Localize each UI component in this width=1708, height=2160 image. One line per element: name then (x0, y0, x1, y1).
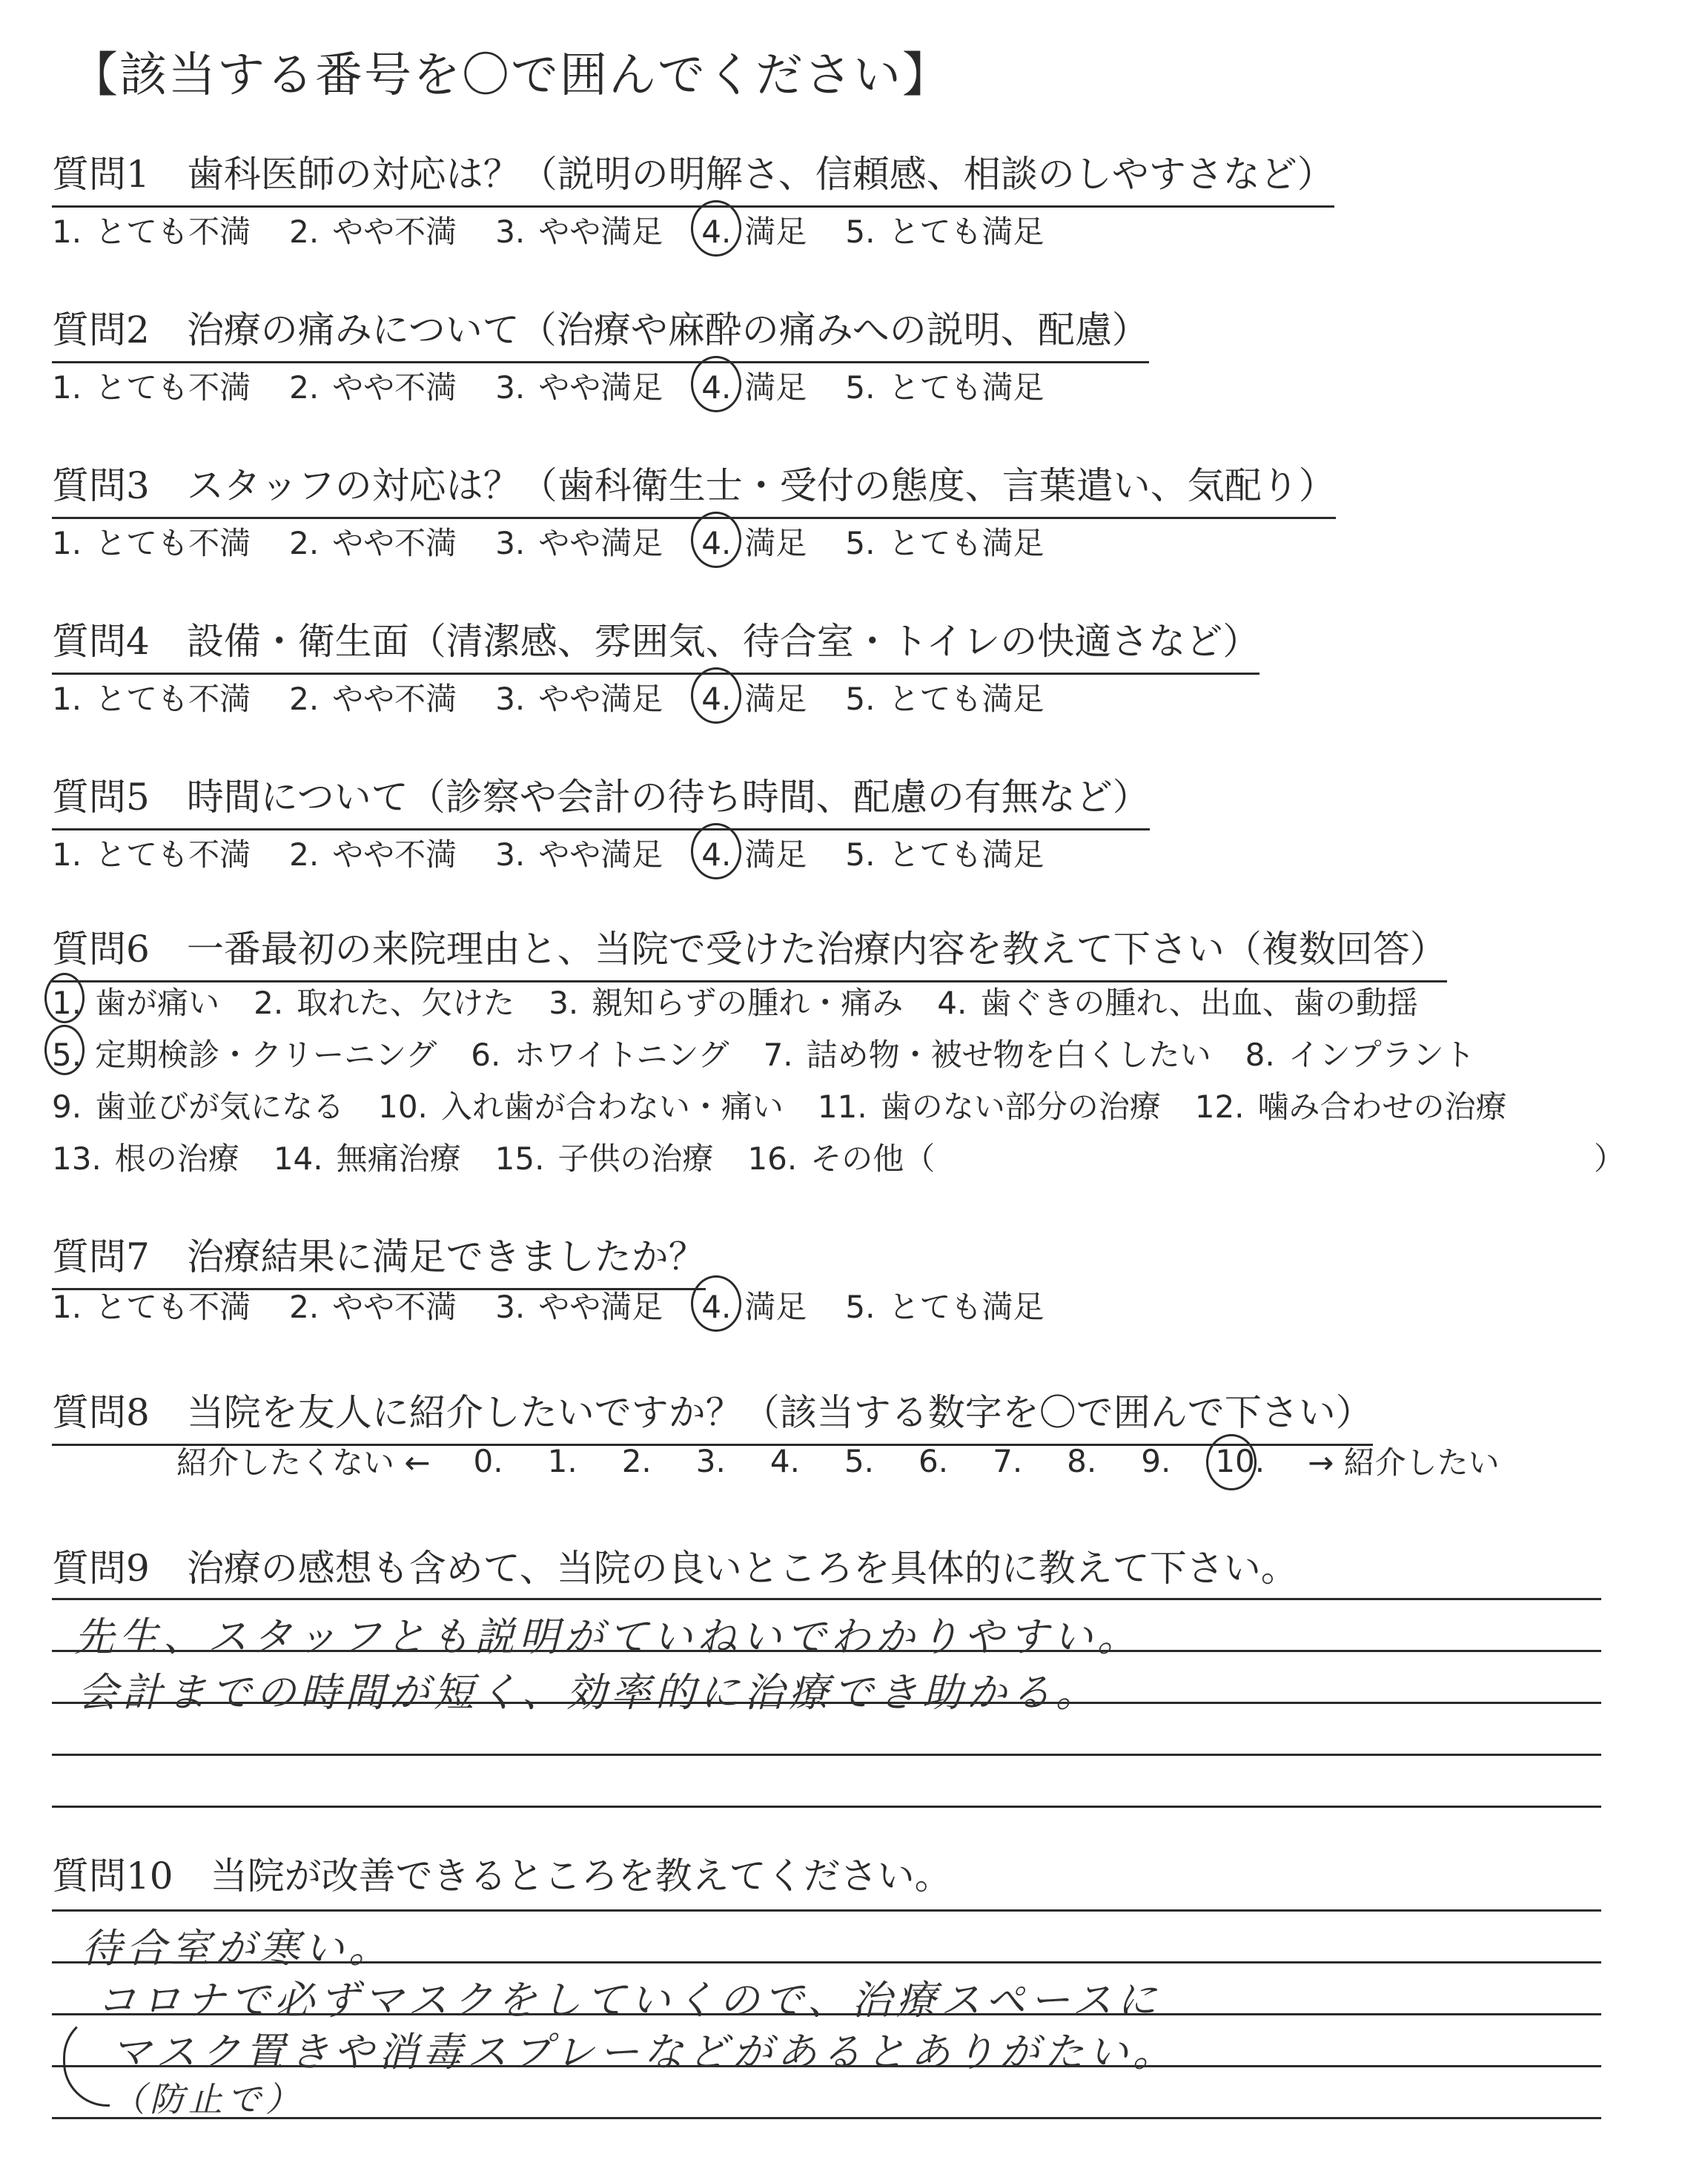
option-number: 14. (273, 1140, 323, 1177)
option-3[interactable] (495, 830, 663, 875)
option-1[interactable] (52, 675, 251, 719)
option-label: 入れ歯が合わない・痛い (440, 1089, 784, 1125)
option-label: とても不満 (95, 836, 251, 873)
option-10[interactable] (378, 1083, 784, 1127)
option-label: やや満足 (538, 1289, 663, 1325)
option-label: とても満足 (888, 369, 1045, 406)
answer-options (52, 363, 1082, 408)
option-16[interactable] (747, 1135, 935, 1179)
option-number: 5. (845, 214, 875, 250)
option-number: 4. (701, 369, 732, 406)
option-label: 詰め物・被せ物を白くしたい (806, 1037, 1211, 1073)
option-label: とても満足 (888, 1289, 1045, 1325)
option-2[interactable] (254, 979, 514, 1023)
multi-option-row (52, 1031, 1509, 1075)
scale-option-3[interactable]: 3. (695, 1442, 726, 1479)
answer-options (52, 830, 1082, 875)
option-6[interactable] (471, 1031, 729, 1075)
option-number: 1. (52, 1289, 82, 1325)
option-number: 8. (1245, 1037, 1275, 1073)
option-3[interactable] (549, 979, 903, 1023)
question-heading (52, 145, 1334, 208)
option-number: 3. (549, 985, 579, 1021)
option-1[interactable] (52, 979, 219, 1023)
handwritten-answer-line: （防止で） (111, 2079, 304, 2119)
option-label: とても満足 (888, 525, 1045, 561)
option-label: やや不満 (332, 214, 457, 250)
option-number: 1. (52, 681, 82, 717)
option-label: ホワイトニング (514, 1037, 729, 1073)
option-number: 2. (289, 525, 320, 561)
option-2[interactable] (289, 1283, 457, 1327)
question-number: 質問2 (52, 308, 150, 351)
option-number: 4. (701, 1289, 732, 1325)
option-1[interactable] (52, 363, 251, 408)
option-label: 歯のない部分の治療 (880, 1089, 1161, 1125)
question-text: 設備・衛生面（清潔感、雰囲気、待合室・トイレの快適さなど） (186, 620, 1260, 663)
option-4[interactable] (701, 830, 807, 875)
question-text: 歯科医師の対応は？（説明の明解さ、信頼感、相談のしやすさなど） (186, 153, 1334, 196)
handwritten-answer-line: マスク置きや消毒スプレーなどがあるとありがたい。 (111, 2029, 1177, 2075)
option-number: 4. (701, 681, 732, 717)
option-5[interactable] (845, 675, 1044, 719)
option-number: 2. (289, 681, 320, 717)
scale-option-8[interactable]: 8. (1067, 1442, 1097, 1479)
question-heading (52, 300, 1149, 363)
handwritten-answer-line: 会計までの時間が短く、効率的に治療でき助かる。 (78, 1669, 1100, 1716)
question-number: 質問7 (52, 1235, 150, 1278)
question-number: 質問8 (52, 1391, 150, 1434)
option-14[interactable] (274, 1135, 461, 1179)
question-text: 治療結果に満足できましたか？ (186, 1235, 706, 1278)
option-4[interactable] (701, 675, 807, 719)
option-5[interactable] (845, 1283, 1044, 1327)
option-number: 4. (937, 985, 967, 1021)
question-number: 質問9 (52, 1547, 150, 1590)
scale-left-label: 紹介したくない ← (176, 1444, 431, 1481)
option-number: 1. (52, 214, 82, 250)
multi-option-row (52, 1135, 1626, 1179)
option-number: 11. (817, 1089, 867, 1125)
option-2[interactable] (289, 519, 457, 564)
option-label: インプラント (1288, 1037, 1475, 1073)
question-number: 質問1 (52, 153, 150, 196)
option-number: 2. (289, 836, 320, 873)
scale-right-label: → 紹介したい (1308, 1444, 1500, 1481)
option-3[interactable] (495, 675, 663, 719)
option-label: やや満足 (538, 214, 663, 250)
option-number: 3. (495, 369, 526, 406)
scale-option-4[interactable]: 4. (769, 1442, 800, 1479)
option-label: やや不満 (332, 836, 457, 873)
option-13[interactable] (52, 1135, 239, 1179)
option-number: 2. (289, 1289, 320, 1325)
answer-options (52, 675, 1082, 719)
question-text: 治療の痛みについて（治療や麻酔の痛みへの説明、配慮） (186, 308, 1149, 351)
option-number: 3. (495, 836, 526, 873)
option-number: 5. (845, 525, 875, 561)
option-label: やや満足 (538, 836, 663, 873)
option-label: 歯が痛い (95, 985, 220, 1021)
option-3[interactable] (495, 519, 663, 564)
handwritten-answer-line: コロナで必ずマスクをしていくので、治療スペースに (96, 1977, 1162, 2024)
option-4[interactable] (701, 363, 807, 408)
question-number: 質問4 (52, 620, 150, 663)
option-5[interactable] (845, 208, 1044, 252)
handwritten-answer-line: 先生、スタッフとも説明がていねいでわかりやすい。 (74, 1614, 1142, 1660)
option-number: 7. (763, 1037, 793, 1073)
option-number: 16. (747, 1140, 798, 1177)
option-11[interactable] (818, 1083, 1161, 1127)
option-number: 2. (289, 369, 320, 406)
option-label: やや満足 (538, 369, 663, 406)
option-label: とても不満 (95, 1289, 251, 1325)
question-text: 一番最初の来院理由と、当院で受けた治療内容を教えて下さい（複数回答） (186, 928, 1447, 971)
option-label: やや不満 (332, 525, 457, 561)
option-label: とても不満 (95, 369, 251, 406)
option-1[interactable] (52, 519, 251, 564)
option-number: 9. (52, 1089, 82, 1125)
option-label: 満足 (744, 836, 807, 873)
option-number: 5. (52, 1037, 82, 1073)
option-label: やや不満 (332, 369, 457, 406)
hand-bracket-mark (63, 2013, 110, 2107)
option-9[interactable] (52, 1083, 344, 1127)
option-label: とても不満 (95, 681, 251, 717)
question-heading (52, 919, 1447, 982)
option-5[interactable] (845, 519, 1044, 564)
option-number: 5. (845, 836, 875, 873)
option-number: 4. (701, 836, 732, 873)
question-heading (52, 767, 1150, 830)
option-2[interactable] (289, 208, 457, 252)
hand-circle-mark (1206, 1434, 1257, 1490)
option-8[interactable] (1245, 1031, 1475, 1075)
option-label: やや満足 (538, 525, 663, 561)
option-15[interactable] (495, 1135, 714, 1179)
option-number: 10. (378, 1089, 428, 1125)
option-2[interactable] (289, 675, 457, 719)
ruled-line (52, 1754, 1601, 1756)
option-label: やや不満 (332, 1289, 457, 1325)
option-4[interactable] (937, 979, 1418, 1023)
question-heading (52, 456, 1336, 519)
option-number: 3. (495, 214, 526, 250)
option-label: 満足 (744, 369, 807, 406)
option-label: 歯並びが気になる (95, 1089, 345, 1125)
answer-options (52, 1283, 1082, 1327)
question-text: 当院を友人に紹介したいですか？（該当する数字を〇で囲んで下さい） (186, 1391, 1373, 1434)
option-label: とても不満 (95, 214, 251, 250)
option-1[interactable] (52, 1283, 251, 1327)
option-number: 1. (52, 525, 82, 561)
other-close-paren: ） (1594, 1140, 1626, 1177)
scale-option-1[interactable]: 1. (547, 1442, 577, 1479)
option-number: 3. (495, 525, 526, 561)
option-label: とても不満 (95, 525, 251, 561)
question-text: スタッフの対応は？（歯科衛生士・受付の態度、言葉遣い、気配り） (186, 464, 1336, 507)
option-1[interactable] (52, 830, 251, 875)
option-number: 12. (1194, 1089, 1245, 1125)
scale-option-7[interactable]: 7. (993, 1442, 1023, 1479)
answer-options (52, 519, 1082, 564)
option-label: 噛み合わせの治療 (1257, 1089, 1507, 1125)
scale-option-0[interactable]: 0. (473, 1442, 503, 1479)
option-number: 1. (52, 369, 82, 406)
scale-option-2[interactable]: 2. (621, 1442, 652, 1479)
scale-option-10[interactable]: 10. (1215, 1443, 1265, 1479)
option-label: 親知らずの腫れ・痛み (592, 985, 904, 1021)
option-number: 2. (254, 985, 284, 1021)
option-5[interactable] (52, 1031, 437, 1075)
option-5[interactable] (845, 363, 1044, 408)
option-label: 根の治療 (114, 1140, 239, 1177)
question-heading (52, 1539, 1298, 1599)
option-number: 5. (845, 681, 875, 717)
option-label: 満足 (744, 214, 807, 250)
scale-option-5[interactable]: 5. (844, 1442, 875, 1479)
question-number: 質問5 (52, 776, 150, 819)
page-title: 【該当する番号を〇で囲んでください】 (70, 48, 951, 103)
option-label: 満足 (744, 525, 807, 561)
option-7[interactable] (764, 1031, 1211, 1075)
option-2[interactable] (289, 830, 457, 875)
option-number: 3. (495, 1289, 526, 1325)
option-number: 3. (495, 681, 526, 717)
option-label: 満足 (744, 1289, 807, 1325)
option-label: その他（ (810, 1140, 936, 1177)
option-number: 5. (845, 1289, 875, 1325)
question-number: 質問3 (52, 464, 150, 507)
option-12[interactable] (1195, 1083, 1507, 1127)
question-heading (52, 1383, 1373, 1446)
option-number: 1. (52, 836, 82, 873)
option-5[interactable] (845, 830, 1044, 875)
option-number: 5. (845, 369, 875, 406)
handwritten-answer-line: 待合室が寒い。 (82, 1925, 393, 1972)
option-4[interactable] (701, 208, 807, 252)
question-heading (52, 612, 1260, 675)
option-label: 定期検診・クリーニング (95, 1037, 437, 1073)
option-number: 2. (289, 214, 320, 250)
question-text: 時間について（診察や会計の待ち時間、配慮の有無など） (186, 776, 1150, 819)
option-number: 4. (701, 525, 732, 561)
option-label: 取れた、欠けた (297, 985, 515, 1021)
recommend-scale (156, 1439, 1520, 1483)
option-number: 15. (494, 1140, 545, 1177)
option-number: 6. (471, 1037, 501, 1073)
multi-option-row (52, 1083, 1541, 1127)
ruled-line (52, 1806, 1601, 1808)
question-number: 質問10 (52, 1855, 173, 1898)
multi-option-row (52, 979, 1452, 1023)
option-4[interactable] (701, 1283, 807, 1327)
option-label: やや満足 (538, 681, 663, 717)
option-number: 1. (52, 985, 82, 1021)
question-text: 当院が改善できるところを教えてください。 (210, 1855, 952, 1898)
option-3[interactable] (495, 363, 663, 408)
option-1[interactable] (52, 208, 251, 252)
option-label: とても満足 (888, 836, 1045, 873)
option-number: 4. (701, 214, 732, 250)
option-3[interactable] (495, 208, 663, 252)
scale-option-9[interactable]: 9. (1141, 1442, 1171, 1479)
option-label: 無痛治療 (336, 1140, 461, 1177)
option-label: とても満足 (888, 214, 1045, 250)
question-text: 治療の感想も含めて、当院の良いところを具体的に教えて下さい。 (186, 1547, 1298, 1590)
option-label: 歯ぐきの腫れ、出血、歯の動揺 (980, 985, 1418, 1021)
option-label: 子供の治療 (557, 1140, 714, 1177)
question-number: 質問6 (52, 928, 150, 971)
option-3[interactable] (495, 1283, 663, 1327)
option-4[interactable] (701, 519, 807, 564)
option-label: とても満足 (888, 681, 1045, 717)
answer-options (52, 208, 1082, 252)
question-heading (52, 1227, 706, 1290)
option-label: 満足 (744, 681, 807, 717)
option-number: 13. (52, 1140, 102, 1177)
ruled-line (52, 1598, 1601, 1600)
option-2[interactable] (289, 363, 457, 408)
question-heading (52, 1846, 952, 1907)
ruled-line (52, 1909, 1601, 1912)
option-label: やや不満 (332, 681, 457, 717)
scale-option-6[interactable]: 6. (918, 1442, 949, 1479)
